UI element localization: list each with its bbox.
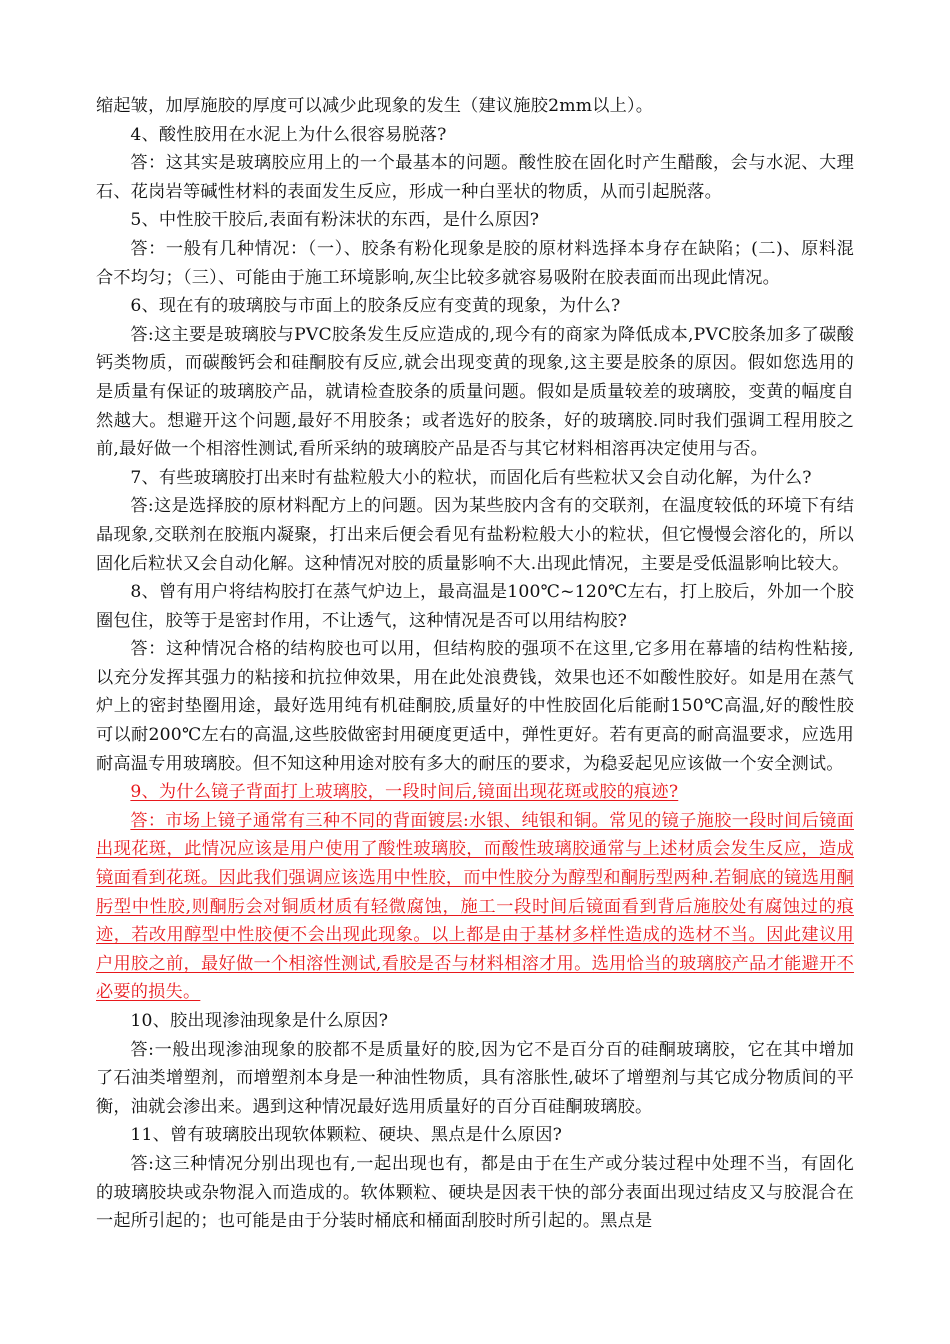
paragraph: 4、酸性胶用在水泥上为什么很容易脱落? [130, 124, 447, 145]
paragraph: 答：一般有几种情况：（一）、胶条有粉化现象是胶的原材料选择本身存在缺陷；(二)、原料混合不均匀；（三）、可能由于施工环境影响,灰尘比较多就容易吸附在胶表面而出现此情况。 [96, 238, 854, 288]
paragraph: 8、曾有用户将结构胶打在蒸气炉边上，最高温是100℃~120℃左右，打上胶后，外加一个胶圈包住，胶等于是密封作用，不让透气，这种情况是否可以用结构胶? [96, 582, 854, 631]
paragraph: 答:这三种情况分别出现也有,一起出现也有，都是由于在生产或分装过程中处理不当，有固化的玻璃胶块或杂物混入而造成的。软体颗粒、硬块是因表干快的部分表面出现过结皮又与胶混合在一起所引起的；也可能是由于分装时桶底和桶面刮胶时所引起的。黑点是 [96, 1153, 854, 1232]
paragraph: 答:这主要是玻璃胶与PVC胶条发生反应造成的,现今有的商家为降低成本,PVC胶条加多了碳酸钙类物质，而碳酸钙会和硅酮胶有反应,就会出现变黄的现象,这主要是胶条的原因。假如您选用的是质量有保证的玻璃胶产品，就请检查胶条的质量问题。假如是质量较差的玻璃胶，变黄的幅度自然越大。想避开这个问题,最好不用胶条；或者选好的胶条，好的玻璃胶.同时我们强调工程用胶之前,最好做一个相溶性测试,看所采纳的玻璃胶产品是否与其它材料相溶再决定使用与否。 [96, 324, 854, 460]
paragraph: 6、现在有的玻璃胶与市面上的胶条反应有变黄的现象，为什么? [130, 296, 621, 317]
paragraph: 11、曾有玻璃胶出现软体颗粒、硬块、黑点是什么原因? [130, 1125, 562, 1146]
paragraph: 缩起皱，加厚施胶的厚度可以减少此现象的发生（建议施胶2mm以上）。 [96, 96, 654, 116]
paragraph: 7、有些玻璃胶打出来时有盐粒般大小的粒状，而固化后有些粒状又会自动化解，为什么? [130, 467, 812, 488]
highlighted-paragraph [96, 807, 854, 1007]
paragraph: 5、中性胶干胶后,表面有粉沫状的东西，是什么原因? [130, 210, 540, 231]
paragraph: 答：这其实是玻璃胶应用上的一个最基本的问题。酸性胶在固化时产生醋酸，会与水泥、大理石、花岗岩等碱性材料的表面发生反应，形成一种白垩状的物质，从而引起脱落。 [96, 153, 854, 202]
document-body [96, 92, 854, 1236]
highlighted-paragraph [96, 778, 854, 807]
underlined-text: 9、为什么镜子背面打上玻璃胶，一段时间后,镜面出现花斑或胶的痕迹? [130, 782, 679, 803]
paragraph: 10、胶出现渗油现象是什么原因? [130, 1011, 389, 1031]
paragraph: 答:这是选择胶的原材料配方上的问题。因为某些胶内含有的交联剂，在温度较低的环境下有结晶现象,交联剂在胶瓶内凝聚，打出来后便会看见有盐粉粒般大小的粒状，但它慢慢会溶化的，所以固化后粒状又会自动化解。这种情况对胶的质量影响不大.出现此情况，主要是受低温影响比较大。 [96, 496, 854, 574]
paragraph: 答:一般出现渗油现象的胶都不是质量好的胶,因为它不是百分百的硅酮玻璃胶，它在其中增加了石油类增塑剂，而增塑剂本身是一种油性物质，具有溶胀性,破坏了增塑剂与其它成分物质间的平衡，油就会渗出来。遇到这种情况最好选用质量好的百分百硅酮玻璃胶。 [96, 1039, 854, 1117]
underlined-text: 答：市场上镜子通常有三种不同的背面镀层:水银、纯银和铜。常见的镜子施胶一段时间后镜面出现花斑，此情况应该是用户使用了酸性玻璃胶，而酸性玻璃胶通常与上述材质会发生反应，造成镜面看到花斑。因此我们强调应该选用中性胶，而中性胶分为醇型和酮肟型两种.若铜底的镜选用酮肟型中性胶,则酮肟会对铜质材质有轻微腐蚀，施工一段时间后镜面看到背后施胶处有腐蚀过的痕迹，若改用醇型中性胶便不会出现此现象。以上都是由于基材多样性造成的选材不当。因此建议用户用胶之前，最好做一个相溶性测试,看胶是否与材料相溶才用。选用恰当的玻璃胶产品才能避开不必要的损失。 [96, 810, 854, 1003]
paragraph: 答：这种情况合格的结构胶也可以用，但结构胶的强项不在这里,它多用在幕墙的结构性粘接,以充分发挥其强力的粘接和抗拉伸效果，用在此处浪费钱，效果也还不如酸性胶好。如是用在蒸气炉上的密封垫圈用途，最好选用纯有机硅酮胶,质量好的中性胶固化后能耐150℃高温,好的酸性胶可以耐200℃左右的高温,这些胶做密封用硬度更适中，弹性更好。若有更高的耐高温要求，应选用耐高温专用玻璃胶。但不知这种用途对胶有多大的耐压的要求，为稳妥起见应该做一个安全测试。 [96, 639, 854, 774]
